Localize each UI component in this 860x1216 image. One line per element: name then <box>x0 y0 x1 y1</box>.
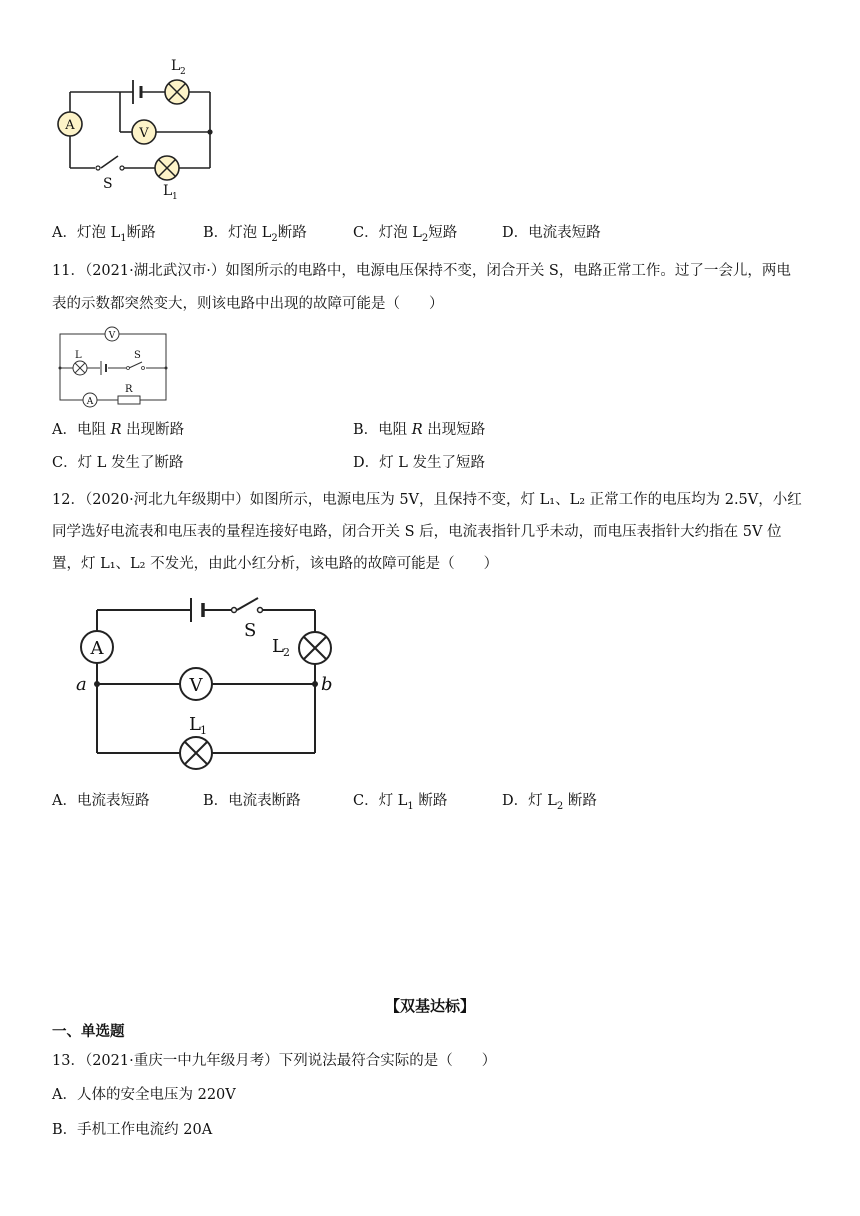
q12-stem-line1: 12．（2020·河北九年级期中）如图所示，电源电压为 5V，且保持不变，灯 L₁、L₂ 正常工作的电压均为 2.5V，小红 <box>52 492 802 508</box>
section-title: 【双基达标】 <box>384 997 475 1015</box>
q11-option-c[interactable]: C．灯 L 发生了断路 <box>52 455 184 471</box>
q11-stem-line1: 11．（2021·湖北武汉市·）如图所示的电路中，电源电压保持不变，闭合开关 S，电路正常工作。过了一会儿，两电 <box>52 263 791 279</box>
switch-label: S <box>103 176 113 192</box>
q12-lamp-l2-label: L <box>272 636 284 657</box>
lamp-l1-label: L <box>163 183 173 199</box>
q12-voltmeter-label: V <box>189 675 203 696</box>
q10-option-c[interactable]: C．灯泡 $L_2$短路 <box>353 225 458 244</box>
q11-resistor-label: R <box>125 384 133 395</box>
q11-stem-line2: 表的示数都突然变大，则该电路中出现的故障可能是（ ） <box>52 296 444 312</box>
q10-option-a[interactable]: A．灯泡 $L_1$断路 <box>52 225 156 244</box>
voltmeter-symbol <box>132 120 156 144</box>
q12-lamp-l1-label: L <box>189 714 201 735</box>
q10-option-d[interactable]: D．电流表短路 <box>502 225 601 241</box>
q11-circuit-diagram <box>52 320 172 412</box>
lamp-l2-sub: 2 <box>180 67 186 77</box>
q10-option-b[interactable]: B．灯泡 $L_2$断路 <box>203 225 307 244</box>
q12-circuit-diagram <box>70 590 350 780</box>
q11-ammeter-label: A <box>86 397 94 407</box>
q11-option-b[interactable]: B．电阻 R 出现短路 <box>353 422 486 438</box>
q11-switch-label: S <box>134 350 141 361</box>
q10-circuit-diagram <box>45 50 230 210</box>
q11-lamp-label: L <box>75 350 82 361</box>
lamp-l2-symbol <box>165 58 189 104</box>
q12-option-b[interactable]: B．电流表断路 <box>203 793 301 809</box>
q12-ammeter-label: A <box>90 638 104 659</box>
q12-switch-label: S <box>244 620 257 641</box>
q11-option-a[interactable]: A．电阻 R 出现断路 <box>52 422 185 438</box>
q13-option-a[interactable]: A．人体的安全电压为 220V <box>52 1087 236 1103</box>
q12-node-b-label: b <box>321 674 333 695</box>
q12-lamp-l1-sub: 1 <box>200 724 207 737</box>
lamp-l1-symbol <box>155 156 179 202</box>
lamp-l1-sub: 1 <box>172 192 178 202</box>
q12-lamp-l2-sub: 2 <box>283 646 290 659</box>
q12-option-a[interactable]: A．电流表短路 <box>52 793 150 809</box>
q11-voltmeter-label: V <box>108 331 116 341</box>
lamp-l2-label: L <box>171 58 181 74</box>
ammeter-label: A <box>65 118 75 133</box>
q12-option-d[interactable]: D．灯 $L_2$ 断路 <box>502 793 597 812</box>
q12-node-a-label: a <box>76 674 87 695</box>
section-subtitle: 一、单选题 <box>52 1023 125 1040</box>
ammeter-symbol <box>58 112 82 136</box>
q12-option-c[interactable]: C．灯 $L_1$ 断路 <box>353 793 448 812</box>
q12-stem-line3: 置，灯 L₁、L₂ 不发光，由此小红分析，该电路的故障可能是（ ） <box>52 556 499 572</box>
q12-stem-line2: 同学选好电流表和电压表的量程连接好电路，闭合开关 S 后，电流表指针几乎未动，而电压表指针大约指在 5V 位 <box>52 524 782 540</box>
q13-option-b[interactable]: B．手机工作电流约 20A <box>52 1122 213 1138</box>
q11-option-d[interactable]: D．灯 L 发生了短路 <box>353 455 485 471</box>
voltmeter-label: V <box>139 126 149 141</box>
q13-stem: 13．（2021·重庆一中九年级月考）下列说法最符合实际的是（ ） <box>52 1053 497 1069</box>
